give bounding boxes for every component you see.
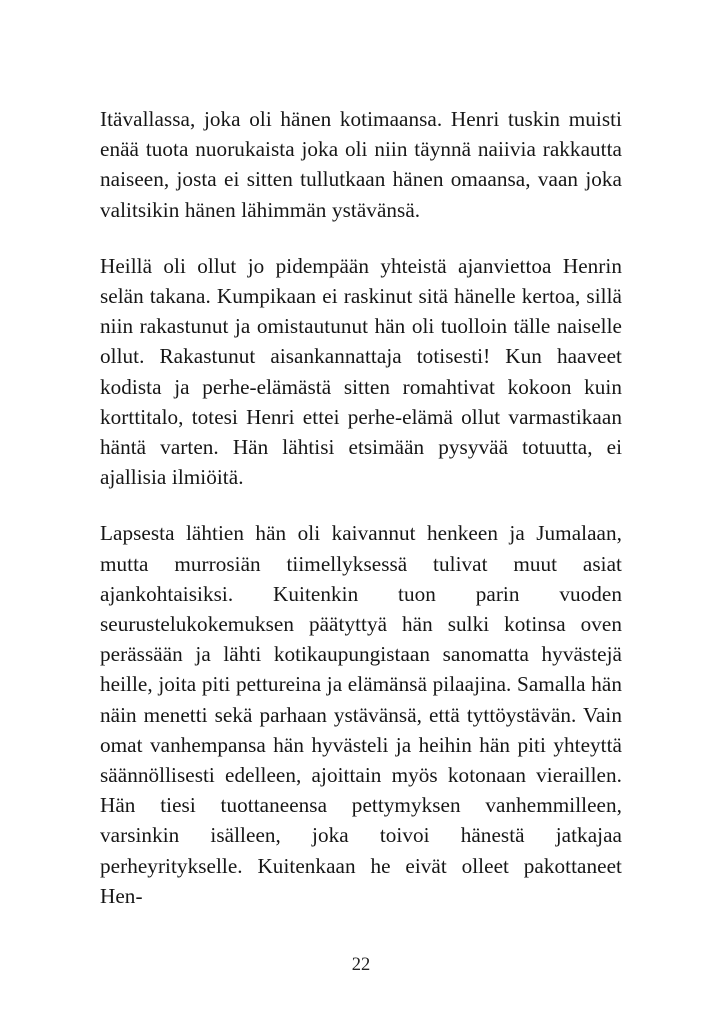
body-paragraph-1: Itävallassa, joka oli hänen kotimaansa. Henri tuskin muisti enää tuota nuorukaista joka oli niin täynnä naiivia rakkautta naiseen, josta ei sitten tullutkaan hänen omaansa, vaan joka valitsikin hänen lähimmän ystävänsä. bbox=[100, 107, 622, 222]
page-text-block bbox=[100, 104, 622, 911]
body-paragraph-3: Lapsesta lähtien hän oli kaivannut henkeen ja Jumalaan, mutta murrosiän tiimellyksessä tulivat muut asiat ajankohtaisiksi. Kuitenkin tuon parin vuoden seurustelukokemuksen päätyttyä hän sulki kotinsa oven perässään ja lähti kotikaupungistaan sanomatta hyvästejä heille, joita piti pettureina ja elämänsä pilaajina. Samalla hän näin menetti sekä parhaan ystävänsä, että tyttöystävän. Vain omat vanhempansa hän hyvästeli ja heihin hän piti yhteyttä säännöllisesti edelleen, ajoittain myös kotonaan vieraillen. Hän tiesi tuottaneensa pettymyksen vanhemmilleen, varsinkin isälleen, joka toivoi hänestä jatkajaa perheyritykselle. Kuitenkaan he eivät olleet pakottaneet Hen- bbox=[100, 521, 622, 908]
page-number: 22 bbox=[351, 955, 371, 975]
body-paragraph-2: Heillä oli ollut jo pidempään yhteistä ajanviettoa Henrin selän takana. Kumpikaan ei raskinut sitä hänelle kertoa, sillä niin rakastunut ja omistautunut hän oli tuolloin tälle naiselle ollut. Rakastunut aisankannattaja totisesti! Kun haaveet kodista ja perhe-elämästä sitten romahtivat kokoon kuin korttitalo, totesi Henri ettei perhe-elämä ollut varmastikaan häntä varten. Hän lähtisi etsimään pysyvää totuutta, ei ajallisia ilmiöitä. bbox=[100, 253, 622, 490]
